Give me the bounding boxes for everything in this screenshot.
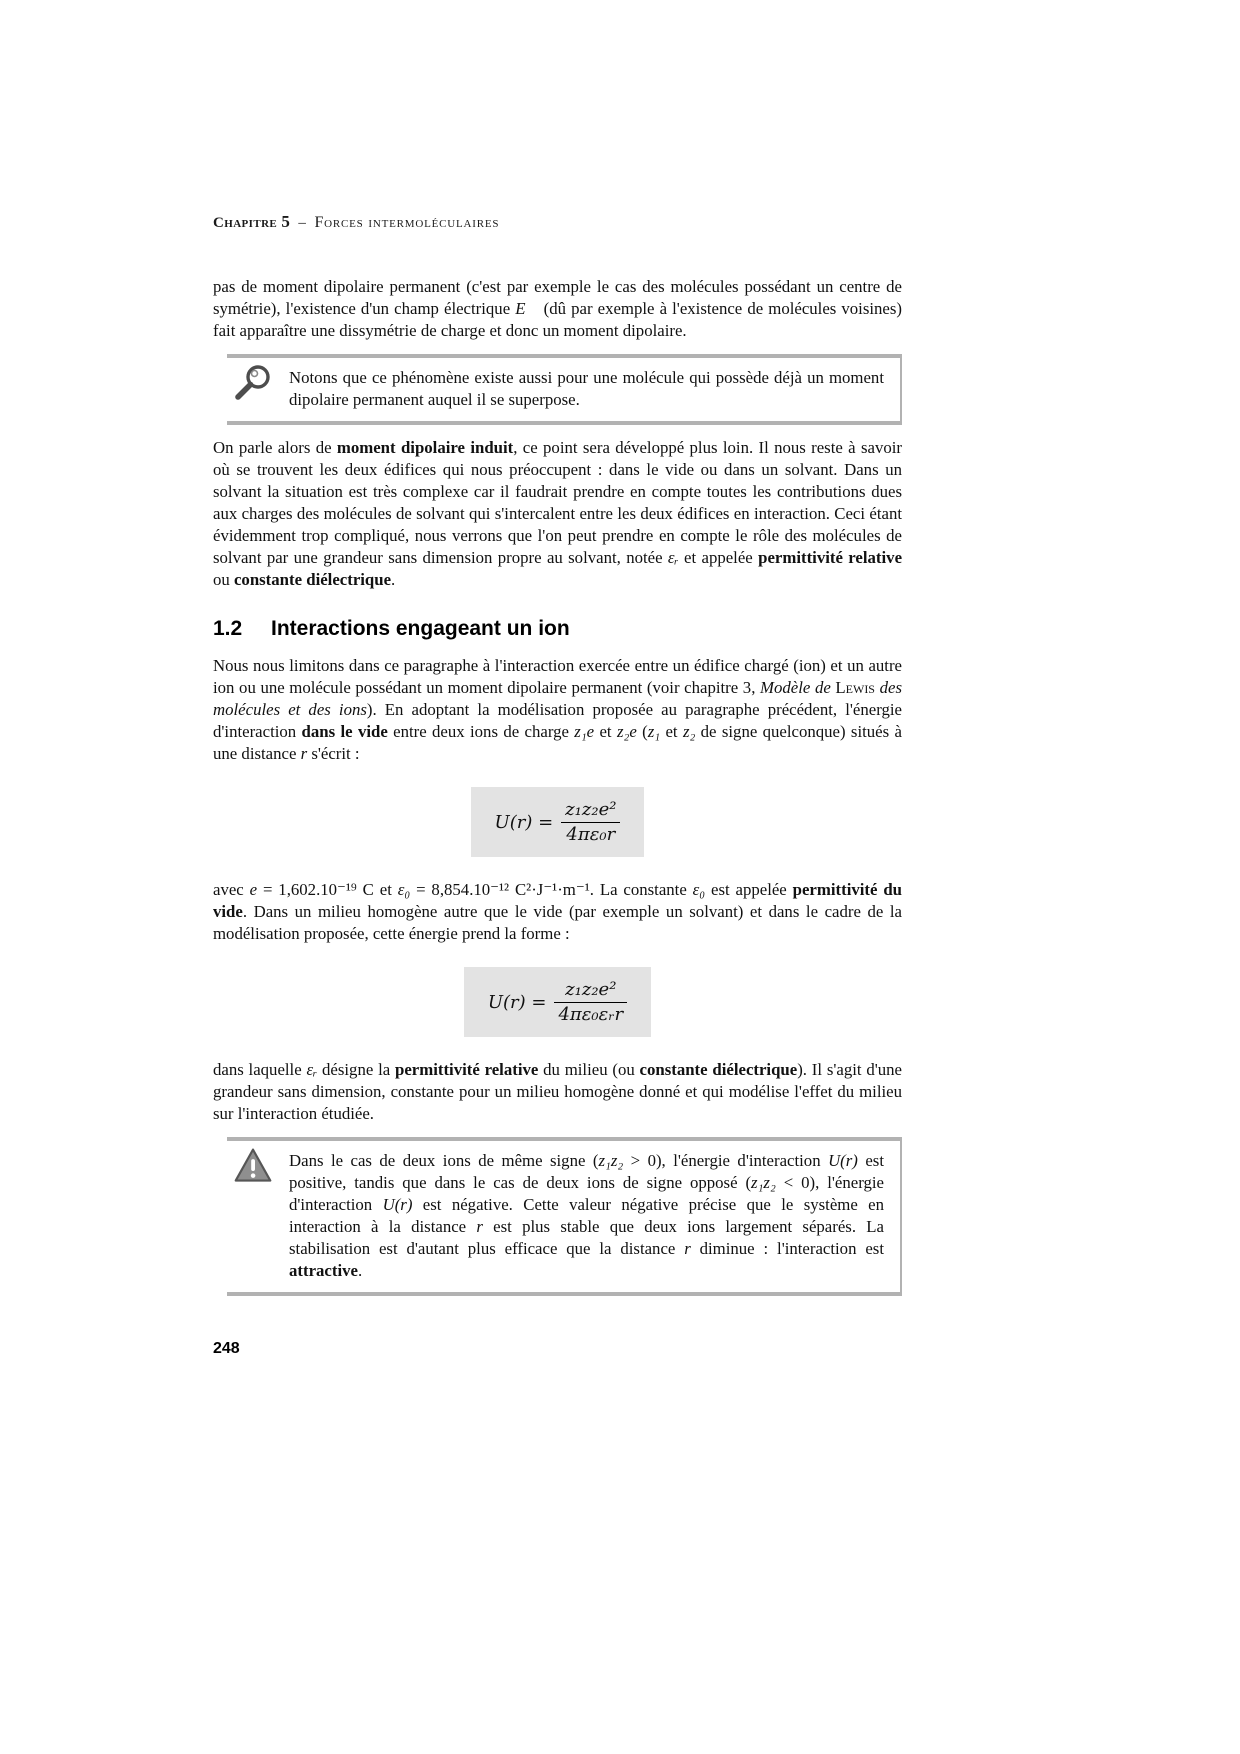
section-heading — [213, 617, 902, 641]
warning-text: Dans le cas de deux ions de même signe (z₁z₂ > 0), l'énergie d'interaction U(r) est positive, tandis que dans le cas de deux ions de signe opposé (z₁z₂ < 0), l'énergie d'interaction U(r) est négative. Cette valeur négative précise que le système en interaction à la distance r est plus stable que deux ions largement séparés. La stabilisation est d'autant plus efficace que la distance r diminue : l'interaction est attractive. — [289, 1151, 884, 1281]
warning-box — [227, 1137, 902, 1296]
paragraph-constants: avec e = 1,602.10⁻¹⁹ C et ε₀ = 8,854.10⁻¹² C²·J⁻¹·m⁻¹. La constante ε₀ est appelée permittivité du vide. Dans un milieu homogène autre que le vide (par exemple un solvant) et dans le cadre de la modélisation proposée, cette énergie prend la forme : — [213, 880, 902, 944]
page-number: 248 — [213, 1340, 240, 1358]
equation-1-lhs: U(r) = — [494, 811, 554, 833]
equation-1-row — [213, 787, 902, 857]
equation-2-lhs: U(r) = — [487, 991, 547, 1013]
paragraph-ion-interaction: Nous nous limitons dans ce paragraphe à l'interaction exercée entre un édifice chargé (ion) et un autre ion ou une molécule possédant un moment dipolaire permanent (voir chapitre 3, Modèle de Lewis des molécules et des ions). En adoptant la modélisation proposée au paragraphe précédent, l'énergie d'interaction dans le vide entre deux ions de charge z₁e et z₂e (z₁ et z₂ de signe quelconque) situés à une distance r s'écrit : — [213, 656, 902, 763]
equation-2-row — [213, 967, 902, 1037]
section-title: Interactions engageant un ion — [271, 617, 570, 640]
paragraph-induced-dipole: On parle alors de moment dipolaire induit, ce point sera développé plus loin. Il nous reste à savoir où se trouvent les deux édifices qui nous préoccupent : dans le vide ou dans un solvant. Dans un solvant la situation est très complexe car il faudrait prendre en compte toutes les contributions dues aux charges des molécules de solvant qui s'intercalent entre les deux édifices en interaction. Ceci étant évidemment trop compliqué, nous verrons que l'on peut prendre en compte le rôle des molécules de solvant par une grandeur sans dimension propre au solvant, notée εᵣ et appelée permittivité relative ou constante diélectrique. — [213, 438, 903, 589]
equation-1-denominator: 4πε₀r — [566, 823, 616, 845]
chapter-title: Forces intermoléculaires — [314, 214, 500, 231]
equation-2-box — [464, 967, 651, 1037]
section-number: 1.2 — [213, 617, 243, 640]
equation-2-denominator: 4πε₀εᵣr — [558, 1003, 624, 1025]
warning-triangle-icon — [231, 1146, 275, 1190]
magnifier-icon — [231, 363, 275, 407]
equation-1-numerator: z₁z₂e² — [561, 799, 620, 823]
chapter-number: 5 — [281, 212, 291, 231]
chapter-label: Chapitre — [213, 215, 278, 231]
equation-1-fraction — [561, 799, 620, 845]
equation-2-numerator: z₁z₂e² — [554, 979, 627, 1003]
equation-1-box — [471, 787, 645, 857]
note-text: Notons que ce phénomène existe aussi pour une molécule qui possède déjà un moment dipolaire permanent auquel il se superpose. — [289, 368, 884, 409]
note-box — [227, 354, 902, 425]
running-head — [213, 212, 902, 232]
text-column — [213, 0, 902, 1358]
paragraph-dipole-intro: pas de moment dipolaire permanent (c'est par exemple le cas des molécules possédant un centre de symétrie), l'existence d'un champ électrique E⃗ (dû par exemple à l'existence de molécules voisines) fait apparaître une dissymétrie de charge et donc un moment dipolaire. — [213, 277, 902, 340]
equation-2-fraction — [554, 979, 627, 1025]
chapter-separator: – — [298, 215, 307, 231]
paragraph-relative-permittivity: dans laquelle εᵣ désigne la permittivité relative du milieu (ou constante diélectrique). Il s'agit d'une grandeur sans dimension, constante pour un milieu homogène donné et qui modélise l'effet du milieu sur l'interaction étudiée. — [213, 1060, 903, 1124]
